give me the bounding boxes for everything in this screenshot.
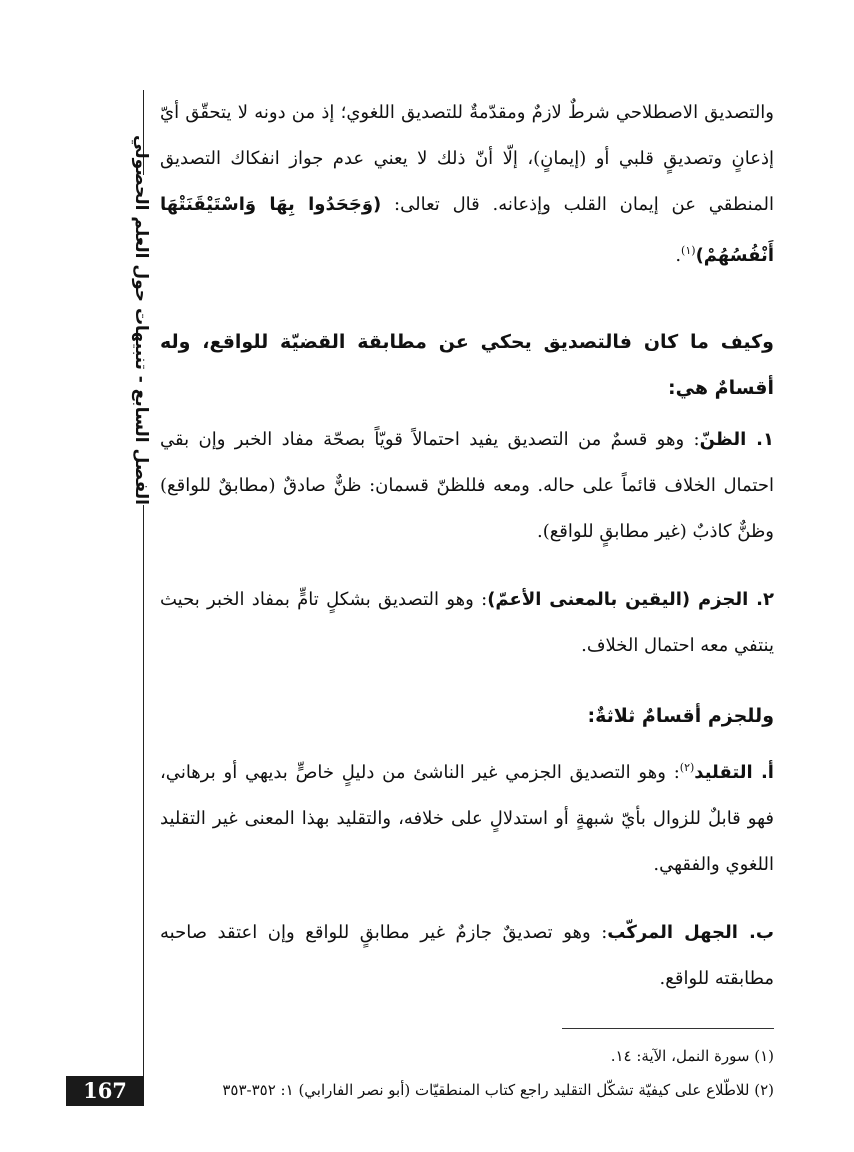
section-heading-jazm-types: وللجزم أقسامٌ ثلاثةٌ: [587,705,774,727]
item-zann-text: : وهو قسمٌ من التصديق يفيد احتمالاً قويّاً بصحّة مفاد الخبر وإن بقي احتمال الخلاف قائماً على حاله. ومعه فللظنّ قسمان: ظنٌّ صادقٌ (مطابقٌ للواقع) وظنٌّ كاذبٌ (غير مطابقٍ للواقع). [160,429,774,542]
page-body [160,90,774,1107]
footnote-2: (٢) للاطّلاع على كيفيّة تشكّل التقليد راجع كتاب المنطقيّات (أبو نصر الفارابي) ١: ٣٥٢-٣٥٣ [222,1081,774,1099]
item-jahl [160,910,774,1002]
page-number: 167 [66,1076,144,1106]
item-jahl-text: : وهو تصديقٌ جازمٌ غير مطابقٍ للواقع وإن اعتقد صاحبه مطابقته للواقع. [160,922,774,989]
item-taqlid [160,745,774,888]
paragraph-intro-text: والتصديق الاصطلاحي شرطٌ لازمٌ ومقدّمةٌ للتصديق اللغوي؛ إذ من دونه لا يتحقّق أيّ إذعانٍ وتصديقٍ قلبي أو (إيمانٍ)، إلّا أنّ ذلك لا يعني عدم جواز انفكاك التصديق المنطقي عن إيمان القلب وإذعانه. قال تعالى: [160,102,774,215]
quran-quote: (وَجَحَدُوا بِهَا وَاسْتَيْقَنَتْهَا أَنْفُسُهُمْ) [160,194,774,266]
item-jazm-text: : وهو التصديق بشكلٍ تامٍّ بمفاد الخبر بحيث ينتفي معه احتمال الخلاف. [160,589,774,656]
item-jazm-label: ٢. الجزم (اليقين بالمعنى الأعمّ) [487,589,774,610]
item-jahl-label: ب. الجهل المركّب [607,922,774,943]
footnote-separator [562,1028,774,1029]
item-zann [160,417,774,555]
section-heading-types: وكيف ما كان فالتصديق يحكي عن مطابقة القضيّة للواقع، وله أقسامٌ هي: [160,331,774,399]
footnote-ref-1: (١) [681,244,696,257]
paragraph-intro: والتصديق الاصطلاحي شرطٌ لازمٌ ومقدّمةٌ للتصديق اللغوي؛ إذ من دونه لا يتحقّق أيّ إذعانٍ وتصديقٍ قلبي أو (إيمانٍ)، إلّا أنّ ذلك لا يعني عدم جواز انفكاك التصديق المنطقي عن إيمان القلب وإذعانه. قال تعالى: (وَجَحَدُوا بِهَا وَاسْتَيْقَنَتْهَا أَنْفُسُهُمْ)$^{(١)}$. [160,102,774,266]
item-jazm [160,577,774,669]
chapter-running-title: الفصل السابع - تنبيهات حول العلم الحصولي [118,175,164,505]
footnote-ref-2: (٢) [679,761,695,774]
item-taqlid-text: : وهو التصديق الجزمي غير الناشئ من دليلٍ خاصٍّ بديهي أو برهاني، فهو قابلٌ للزوال بأيّ شبهةٍ أو استدلالٍ على خلافه، والتقليد بهذا المعنى غير التقليد اللغوي والفقهي. [160,762,774,875]
footnote-1: (١) سورة النمل، الآية: ١٤. [610,1047,774,1065]
item-zann-label: ١. الظنّ [699,429,774,450]
item-taqlid-label: أ. التقليد [694,762,774,783]
